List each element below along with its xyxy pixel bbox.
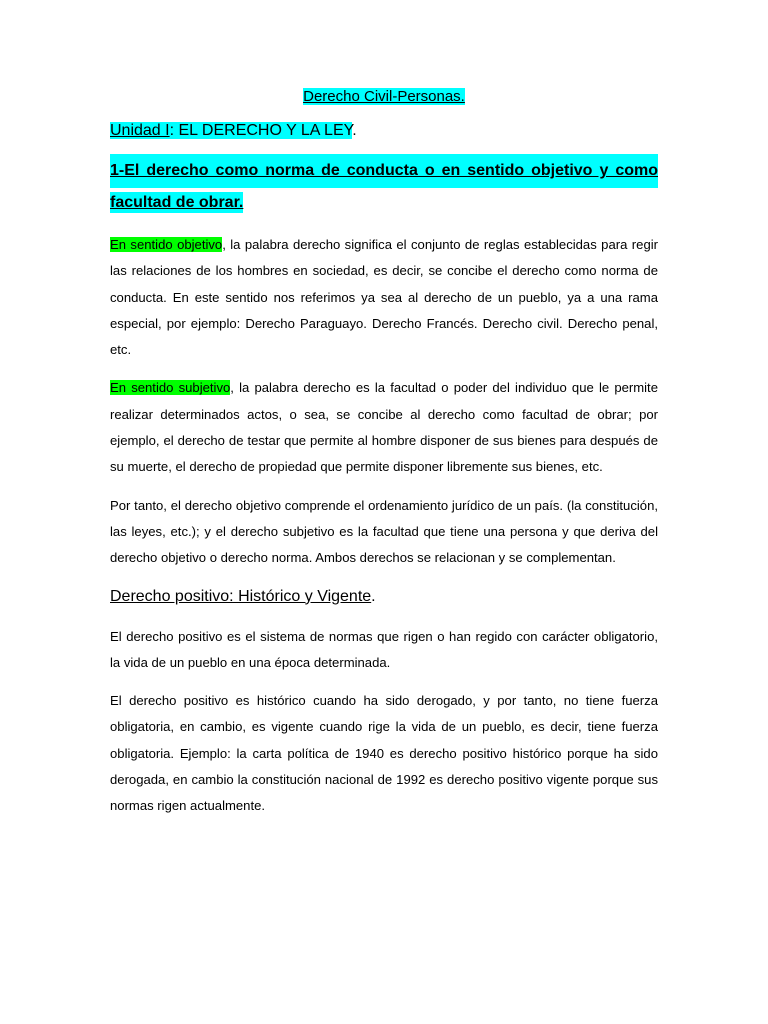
section-heading-line-2-text: facultad de obrar. — [110, 194, 244, 211]
unit-period: . — [352, 122, 357, 139]
paragraph-positive-law-definition: El derecho positivo es el sistema de normas que rigen o han regido con carácter obligatorio, la vida de un pueblo en una época determinada. — [110, 628, 658, 670]
paragraph-subjective — [110, 375, 658, 480]
paragraph-subjective-text: , la palabra derecho es la facultad o poder del individuo que le permite realizar determinados actos, o sea, se concibe al derecho como facultad de obrar; por ejemplo, el derecho de testar que permite al hombre disponer de sus bienes para después de su muerte, el derecho de propiedad que permite disponer libremente sus bienes, etc. — [110, 380, 658, 475]
section-heading-positive-law — [110, 584, 658, 610]
document-body — [110, 84, 658, 820]
paragraph-summary: Por tanto, el derecho objetivo comprende el ordenamiento jurídico de un país. (la constitución, las leyes, etc.); y el derecho subjetivo es la facultad que tiene una persona y que deriva del derecho objetivo o derecho norma. Ambos derechos se relacionan y se complementan. — [110, 497, 658, 566]
unit-label: Unidad I — [110, 122, 170, 139]
section-heading-line-1-text: 1-El derecho como norma de conducta o en sentido objetivo y como — [110, 154, 658, 188]
section-heading-positive-law-text: Derecho positivo: Histórico y Vigente — [110, 587, 372, 605]
document-title — [110, 84, 658, 110]
term-subjective: En sentido subjetivo — [110, 380, 231, 396]
section-heading-objective-subjective — [110, 154, 658, 218]
unit-heading — [110, 118, 658, 144]
unit-heading-highlight — [110, 122, 352, 139]
section-heading-line-2 — [110, 188, 658, 218]
paragraph-positive-law-historic-current: El derecho positivo es histórico cuando ha sido derogado, y por tanto, no tiene fuerza obligatoria, en cambio, es vigente cuando rige la vida de un pueblo, es decir, tiene fuerza obligatoria. Ejemplo: la carta política de 1940 es derecho positivo histórico porque ha sido derogada, en cambio la constitución nacional de 1992 es derecho positivo vigente porque sus normas rigen actualmente. — [110, 693, 658, 814]
unit-title: EL DERECHO Y LA LEY — [174, 122, 353, 139]
paragraph-objective-text: , la palabra derecho significa el conjunto de reglas establecidas para regir las relaciones de los hombres en sociedad, es decir, se concibe el derecho como norma de conducta. En este sentido nos referimos ya sea al derecho de un pueblo, ya a una rama especial, por ejemplo: Derecho Paraguayo. Derecho Francés. Derecho civil. Derecho penal, etc. — [110, 237, 658, 358]
document-title-text: Derecho Civil-Personas. — [303, 88, 465, 105]
unit-colon: : — [169, 122, 175, 139]
paragraph-objective — [110, 232, 658, 363]
section-heading-positive-law-period: . — [371, 587, 376, 605]
term-objective: En sentido objetivo — [110, 237, 223, 252]
section-heading-line-1 — [110, 154, 658, 188]
